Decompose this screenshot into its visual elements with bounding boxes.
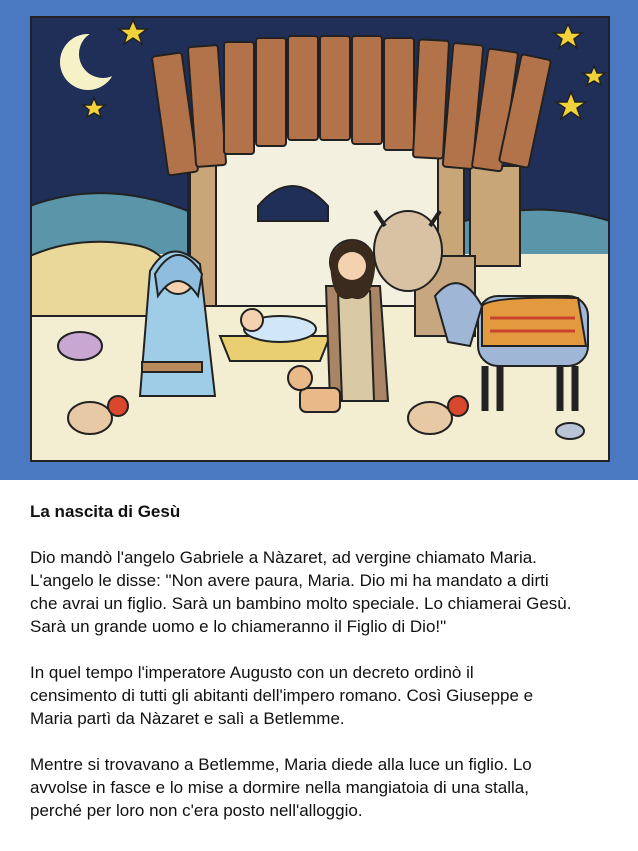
story-title: La nascita di Gesù (30, 502, 181, 521)
story-paragraph (30, 546, 620, 638)
story-paragraph (30, 753, 620, 822)
text-line: In quel tempo l'imperatore Augusto con un decreto ordinò il (30, 663, 474, 682)
text-line: Maria partì da Nàzaret e salì a Betlemme. (30, 709, 345, 728)
mouse (556, 423, 584, 439)
cat (58, 332, 102, 360)
text-line: avvolse in fasce e lo mise a dormire nella mangiatoia di una stalla, (30, 778, 529, 797)
text-line: che avrai un figlio. Sarà un bambino molto speciale. Lo chiamerai Gesù. (30, 594, 572, 613)
text-line: censimento di tutti gli abitanti dell'impero romano. Così Giuseppe e (30, 686, 534, 705)
story-paragraph (30, 661, 620, 730)
text-line: L'angelo le disse: "Non avere paura, Maria. Dio mi ha mandato a dirti (30, 571, 549, 590)
nativity-illustration (30, 16, 610, 462)
text-line: Mentre si trovavano a Betlemme, Maria diede alla luce un figlio. Lo (30, 755, 532, 774)
text-line: perché per loro non c'era posto nell'alloggio. (30, 801, 363, 820)
text-line: Dio mandò l'angelo Gabriele a Nàzaret, ad vergine chiamato Maria. (30, 548, 537, 567)
story-text (30, 500, 620, 845)
text-line: Sarà un grande uomo e lo chiameranno il Figlio di Dio!" (30, 617, 447, 636)
